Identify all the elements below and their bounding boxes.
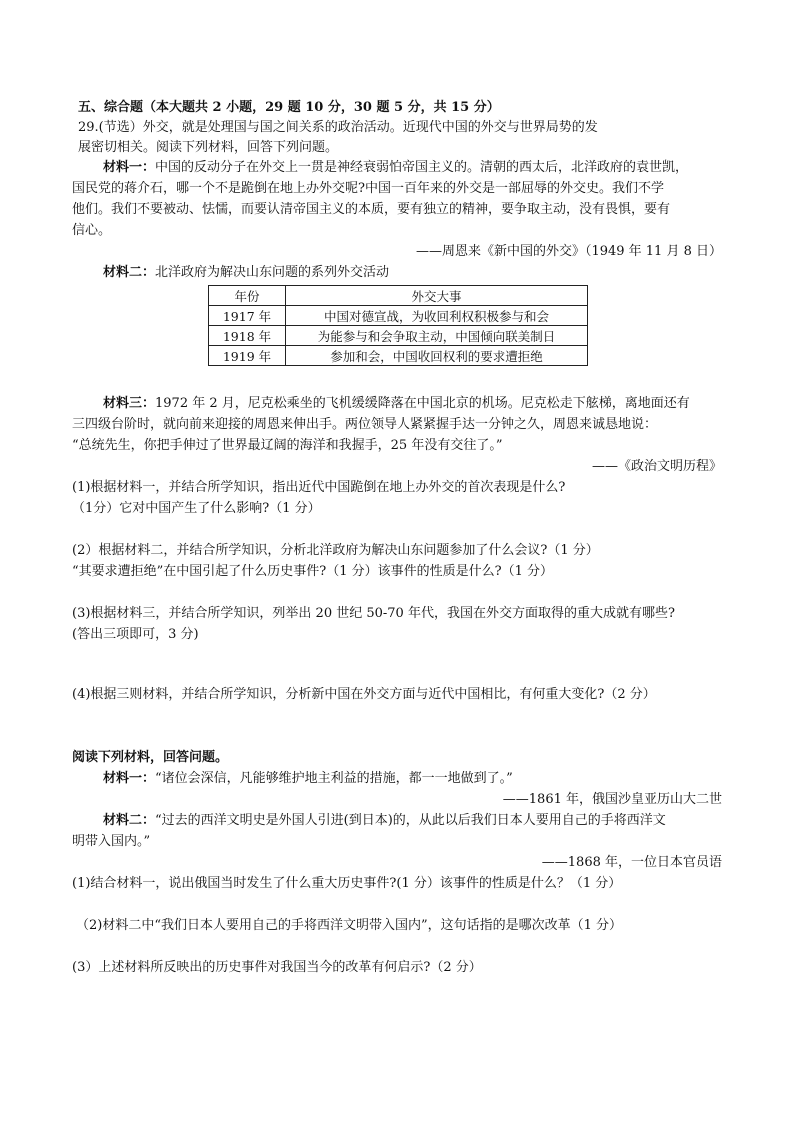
q29-intro-line1: 29.(节选）外交，就是处理国与国之间关系的政治活动。近现代中国的外交与世界局势的发 (78, 120, 598, 135)
material2-text: 北洋政府为解决山东问题的系列外交活动 (155, 265, 390, 280)
q30-question2-line1: （2)材料二中“我们日本人要用自己的手将西洋文明带入国内”，这句话指的是哪次改革（1 分） (76, 918, 623, 933)
q30-material2-line2: 明带入国内。” (72, 834, 151, 849)
table-cell-event: 为能参与和会争取主动，中国倾向联美制日 (286, 326, 588, 346)
q29-material1-line3: 他们。我们不要被动、怯懦，而要认清帝国主义的本质，要有独立的精神，要争取主动，没有畏惧，要有 (72, 202, 671, 217)
q29-question1-line1: (1)根据材料一，并结合所学知识，指出近代中国跪倒在地上办外交的首次表现是什么? (72, 480, 566, 495)
material2-label: 材料二： (103, 265, 156, 280)
table-cell-year: 1917 年 (209, 306, 286, 326)
q30-material2-label: 材料二： (103, 813, 156, 828)
q30-question1-line1: (1)结合材料一，说出俄国当时发生了什么重大历史事件?(1 分）该事件的性质是什么？（1 分） (72, 876, 622, 891)
q29-material1-line4: 信心。 (72, 223, 112, 238)
q30-heading: 阅读下列材料，回答问题。 (72, 750, 229, 765)
q29-material2-line (103, 264, 389, 282)
q29-material1-source: ——周恩来《新中国的外交》（1949 年 11 月 8 日） (415, 244, 722, 259)
q30-question3-line1: (3）上述材料所反映出的历史事件对我国当今的改革有何启示?（2 分） (72, 960, 482, 975)
q29-material1-line1 (103, 159, 688, 177)
q29-material1-line2: 国民党的蒋介石，哪一个不是跪倒在地上办外交呢?中国一百年来的外交是一部屈辱的外交史。我们不学 (72, 181, 664, 196)
q30-material1-line (103, 770, 513, 788)
q29-material3-source: ——《政治文明历程》 (591, 459, 722, 474)
q29-question2-line1: (2）根据材料二，并结合所学知识，分析北洋政府为解决山东问题参加了什么会议?（1 分） (72, 543, 599, 558)
table-cell-event: 中国对德宣战，为收回利权积极参与和会 (286, 306, 588, 326)
q29-intro-line2: 展密切相关。阅读下列材料，回答下列问题。 (78, 140, 339, 155)
table-header-year: 年份 (209, 286, 286, 306)
q29-material3-line3: “总统先生，你把手伸过了世界最辽阔的海洋和我握手，25 年没有交往了。” (72, 438, 503, 453)
table-cell-year: 1918 年 (209, 326, 286, 346)
q29-material3-line2: 三四级台阶时，就向前来迎接的周恩来伸出手。两位领导人紧紧握手达一分钟之久，周恩来诚恳地说： (72, 417, 658, 432)
table-row (209, 306, 588, 326)
q30-material1-text: “诸位会深信，凡能够维护地主利益的措施，都一一地做到了。” (155, 771, 513, 786)
material1-text: 中国的反动分子在外交上一贯是神经衰弱怕帝国主义的。清朝的西太后，北洋政府的袁世凯， (155, 160, 689, 175)
material3-text: 1972 年 2 月，尼克松乘坐的飞机缓缓降落在中国北京的机场。尼克松走下舷梯，离地面还有 (155, 396, 690, 411)
q29-question4-line1: (4)根据三则材料，并结合所学知识，分析新中国在外交方面与近代中国相比，有何重大变化?（2 分） (72, 687, 656, 702)
q29-question1-line2: （1分）它对中国产生了什么影响?（1 分） (72, 501, 321, 516)
table-header-row (209, 286, 588, 306)
q29-question2-line2: “其要求遭拒绝”在中国引起了什么历史事件?（1 分）该事件的性质是什么?（1 分） (72, 564, 554, 579)
diplomacy-events-table (208, 285, 588, 366)
material1-label: 材料一： (103, 160, 156, 175)
table-row (209, 326, 588, 346)
q30-material2-text: “过去的西洋文明史是外国人引进(到日本)的，从此以后我们日本人要用自己的手将西洋文 (155, 813, 666, 828)
table-cell-year: 1919 年 (209, 346, 286, 366)
q29-question3-line2: (答出三项即可，3 分) (72, 627, 199, 642)
q30-material2-source: ——1868 年，一位日本官员语 (541, 855, 722, 870)
q29-question3-line1: (3)根据材料三，并结合所学知识，列举出 20 世纪 50-70 年代，我国在外交方面取得的重大成就有哪些? (72, 606, 675, 621)
q29-material3-line1 (103, 395, 690, 413)
section-heading: 五、综合题（本大题共 2 小题，29 题 10 分，30 题 5 分，共 15 分） (78, 100, 500, 115)
table-row (209, 346, 588, 366)
material3-label: 材料三： (103, 396, 156, 411)
table-header-event: 外交大事 (286, 286, 588, 306)
q30-material1-label: 材料一： (103, 771, 156, 786)
q30-material2-line1 (103, 812, 666, 830)
q30-material1-source: ——1861 年，俄国沙皇亚历山大二世 (502, 792, 722, 807)
table-cell-event: 参加和会，中国收回权利的要求遭拒绝 (286, 346, 588, 366)
